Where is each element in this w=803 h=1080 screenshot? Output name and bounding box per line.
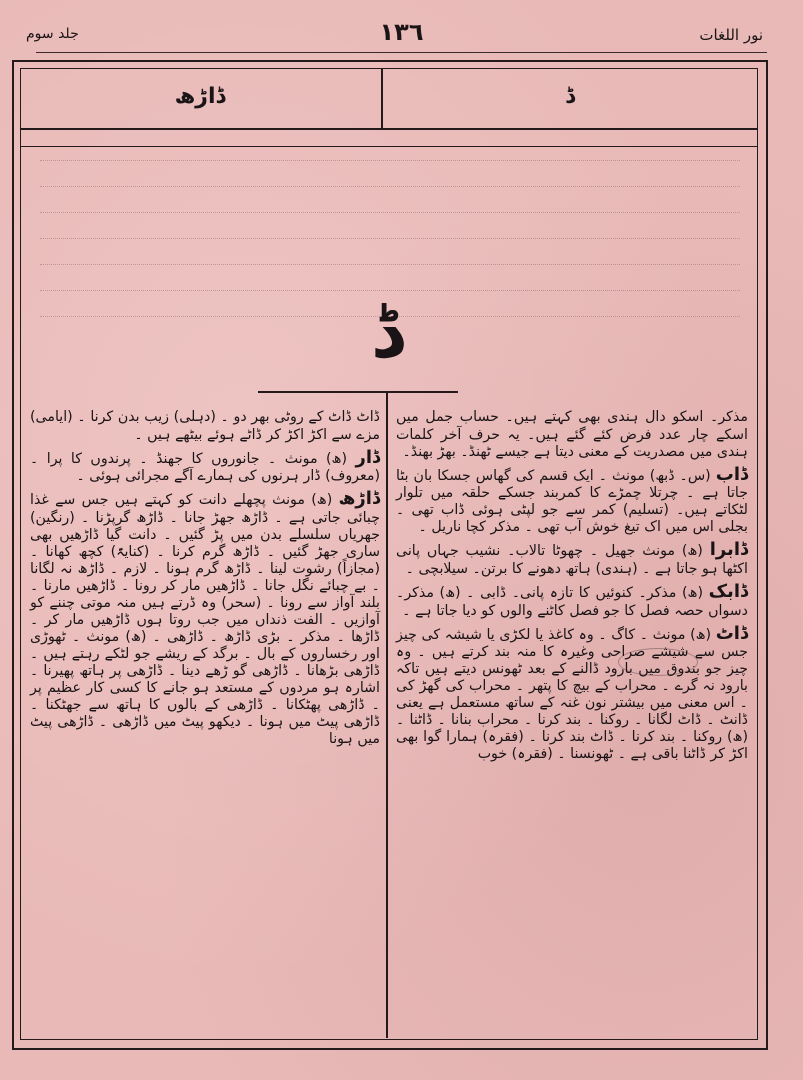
- entry-headword: ڈاڑھ: [338, 488, 380, 510]
- left-column: [30, 405, 380, 751]
- header-rule: [36, 52, 767, 53]
- entry-text: ڈاٹ ڈاٹ کے روٹی بھر دو ۔ (دہلی) زیب بدن کرنا ۔ (ایامی) مزے سے اکڑ اکڑ کر ڈاٹے ہوئے بیٹھے ہیں ۔: [30, 409, 380, 443]
- entry-text: (ھ) مونث پچھلے دانت کو کہتے ہیں جس سے غذا چبائی جاتی ہے ۔ ڈاڑھ جھڑ جانا ۔ ڈاڑھ گرپڑنا ۔ (رنگین) جھریاں سلسلے بدن میں پڑ گئیں ۔ دانت گیا ڈاڑھیں بھی ساری جھڑ گئیں ۔ ڈاڑھ گرم کرنا ۔ (کنایۃً) کچھ کھانا ۔ (مجازاً) رشوت لینا ۔ ڈاڑھ گرم ہونا ۔ لازم ۔ ڈاڑھ نہ لگانا ۔ بے چبائے نگل جانا ۔ ڈاڑھیں مار کر رونا ۔ ڈاڑھیں مارنا ۔ بلند آواز سے رونا ۔ (سحر) وہ ڈرتے ہیں منہ موتی چننے کو آوازیں ۔ الفت ذنداں میں جب روتا ہوں ڈاڑھیں مار کر ۔ ڈاڑھا ۔ مذکر ۔ بڑی ڈاڑھ ۔ ڈاڑھی ۔ (ھ) مونث ۔ ٹھوڑی اور رخساروں کے بال ۔ برگد کے ریشے جو لٹکے رہتے ہیں ۔ ڈاڑھی بڑھانا ۔ ڈاڑھی گو ڑھے دینا ۔ ڈاڑھی پر ہاتھ پھیرنا ۔ اشارہ ہو مردوں کے مستعد ہو جانے کا کسی کار عظیم پر ۔ ڈاڑھی پھٹکانا ۔ ڈاڑھی کے بالوں کا ہاتھ سے جھٹکنا ۔ ڈاڑھی پیٹ میں ہونا ۔ دیکھو پیٹ میں ڈاڑھی ۔ ڈاڑھی پیٹ میں ہونا: [30, 492, 380, 748]
- entry-text: (ھ) مذکر۔ کنوئیں کا تازہ پانی۔ ڈابی ۔ (ھ) مذکر۔ دسواں حصہ فصل کا جو فصل کاٹنے والوں کو دیا جاتا ہے ۔: [396, 584, 748, 619]
- entry-text: مذکر۔ اسکو دال ہندی بھی کہتے ہیں۔ حساب جمل میں اسکے چار عدد فرض کئے گئے ہیں۔ یہ حرف آخر کلمات ہندی میں مصدریت کے معنی دیتا ہے جیسے ٹھنڈ۔ بھڑ بھنڈ۔: [396, 409, 748, 460]
- dictionary-entry: [30, 488, 380, 748]
- entry-headword: ڈاٹ: [715, 622, 748, 644]
- dictionary-entry: [396, 581, 748, 620]
- entry-headword: ڈابرا: [709, 539, 748, 561]
- book-title: نور اللغات: [699, 26, 763, 44]
- dictionary-entry: [396, 539, 748, 578]
- entry-headword: ڈار: [355, 446, 381, 468]
- entry-text: (ھ) مونث جھیل ۔ چھوٹا تالاب۔ نشیب جہاں پانی اکٹھا ہو جاتا ہے ۔ (ہندی) ہاتھ دھونے کا برتن۔ سیلابچی ۔: [396, 543, 748, 577]
- section-letter: ڈ: [370, 290, 404, 374]
- band-rule: [20, 128, 758, 130]
- page-number: ١٣٦: [379, 18, 424, 46]
- entry-text: (س۔ ڈبھ) مونث ۔ ایک قسم کی گھاس جسکا بان بٹا جاتا ہے ۔ چرتلا چمڑے کا کمربند جسکے حلقہ میں تلوار لٹکاتے ہیں۔ (تسلیم) کمر سے جو لپٹی ہوئی ڈاب تھی ۔ بجلی اس میں اک تیغ خوش آب تھی ۔ مذکر کچا ناریل ۔: [396, 467, 748, 536]
- entry-text: (ھ) مونث ۔ جانوروں کا جھنڈ ۔ پرندوں کا پرا ۔ (معروف) ڈار ہرنوں کی ہمارے آگے مجرائی ہوئی ۔: [30, 450, 380, 485]
- dictionary-entry: [30, 405, 380, 444]
- right-column: [396, 405, 748, 766]
- dictionary-entry: [396, 464, 748, 537]
- section-rule: [258, 391, 458, 393]
- band-rule-inner: [20, 146, 758, 147]
- band-title-right: ڈ: [565, 84, 575, 109]
- column-divider: [386, 392, 388, 1038]
- entry-headword: ڈاب: [715, 463, 749, 485]
- volume-label: جلد سوم: [26, 26, 79, 42]
- dictionary-entry: [396, 623, 748, 764]
- band-title-left: ڈاڑھ: [174, 84, 226, 109]
- dictionary-entry: [30, 447, 380, 486]
- band-divider: [381, 68, 383, 128]
- entry-headword: ڈابک: [708, 580, 748, 602]
- entry-text: (ھ) مونث ۔ کاگ ۔ وہ کاغذ یا لکڑی یا شیشہ کی چیز جس سے شیشے صراحی وغیرہ کا منہ بند کرتے ہیں ۔ وہ چیز جو بندوق میں بارود ڈالنے کے بعد ٹھونس دیتے ہیں تاکہ بارود نہ گرے ۔ محراب کے بیچ کا پتھر ۔ محراب کی گھڑ کی ۔ اس معنی میں بیشتر نون غنہ کے ساتھ مستعمل ہے یعنی ڈانٹ ۔ ڈاٹ لگانا ۔ روکنا ۔ بند کرنا ۔ محراب بنانا ۔ ڈاٹنا ۔ (ھ) روکنا ۔ بند کرنا ۔ ڈاٹ بند کرنا ۔ (فقرہ) ہمارا گوا بھی اکڑ کر ڈاٹنا باقی ہے ۔ ٹھونسنا ۔ (فقرہ) خوب: [396, 626, 748, 763]
- dictionary-entry: [396, 405, 748, 461]
